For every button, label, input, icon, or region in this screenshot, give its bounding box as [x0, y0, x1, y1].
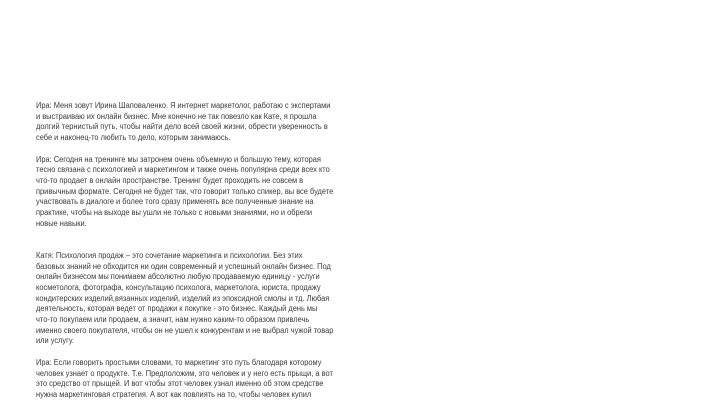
- text-line: косметолога, фотографа, консультацию психолога, маркетолога, юриста, продажу: [36, 282, 321, 292]
- text-line: долгий тернистый путь, чтобы найти дело всей своей жизни, обрести уверенность в: [36, 122, 328, 132]
- text-line: именно своего покупателя, чтобы он не ушел к конкурентам и не выбрал чужой товар: [36, 325, 334, 335]
- text-line: что-то покупаем или продаем, а значит, нам нужно каким-то образом привлечь: [36, 315, 310, 325]
- document-body: [36, 101, 366, 401]
- paragraph-marketing-ira: [36, 358, 366, 401]
- text-line: нужна маркетинговая стратегия. А вот как повлиять на то, чтобы человек купил: [36, 389, 312, 399]
- text-line: Ира: Если говорить простыми словами, то маркетинг это путь благодаря которому: [36, 357, 322, 367]
- paragraph-gap: [36, 229, 366, 250]
- text-line: Ира: Меня зовут Ирина Шаповаленко. Я интернет маркетолог, работаю с экспертами: [36, 101, 331, 110]
- text-line: или услугу.: [36, 336, 74, 346]
- text-line: кондитерских изделий,вязанных изделий, изделий из эпоксидной смолы и тд. Любая: [36, 293, 330, 303]
- paragraph-sales-psychology-katya: [36, 251, 366, 347]
- text-line: это средство от прыщей. И вот чтобы этот человек узнал именно об этом средстве: [36, 379, 324, 389]
- text-line: что-то продает в онлайн пространстве. Тренинг будет проходить не совсем в: [36, 175, 304, 185]
- text-line: деятельность, которая ведет от продажи к покупке - это бизнес. Каждый день мы: [36, 304, 318, 314]
- text-line: привычным формате. Сегодня не будет так, что говорит только спикер, вы все будете: [36, 186, 334, 196]
- paragraph-training-topic: [36, 155, 366, 230]
- text-line: и выстраиваю их онлайн бизнес. Мне конечно не так повезло как Кате, я прошла: [36, 111, 317, 121]
- text-line: участвовать в диалоге и более того сразу применять все полученные знание на: [36, 197, 314, 207]
- text-line: Катя: Психология продаж – это сочетание маркетинга и психологии. Без этих: [36, 250, 303, 260]
- paragraph-gap: [36, 347, 366, 358]
- text-line: практике, чтобы на выходе вы ушли не только с новыми знаниями, но и обрели: [36, 208, 313, 218]
- text-line: тесно связана с психологией и маркетингом и также очень популярна среди всех кто: [36, 165, 330, 175]
- paragraph-intro-ira: [36, 101, 366, 144]
- text-line: человек узнает о продукте. Т.е. Предположим, это человек и у него есть прыщи, а вот: [36, 368, 333, 378]
- text-line: онлайн бизнесом мы понимаем абсолютно любую продаваемую единицу - услуги: [36, 272, 320, 282]
- text-line: себе и наконец-то любить то дело, которым занимаюсь.: [36, 133, 231, 143]
- text-line: новые навыки.: [36, 218, 87, 228]
- paragraph-gap: [36, 144, 366, 155]
- text-line: Ира: Сегодня на тренинге мы затронем очень объемную и большую тему, которая: [36, 154, 321, 164]
- text-line: базовых знаний не обходится ни один современный и успешный онлайн бизнес. Под: [36, 261, 331, 271]
